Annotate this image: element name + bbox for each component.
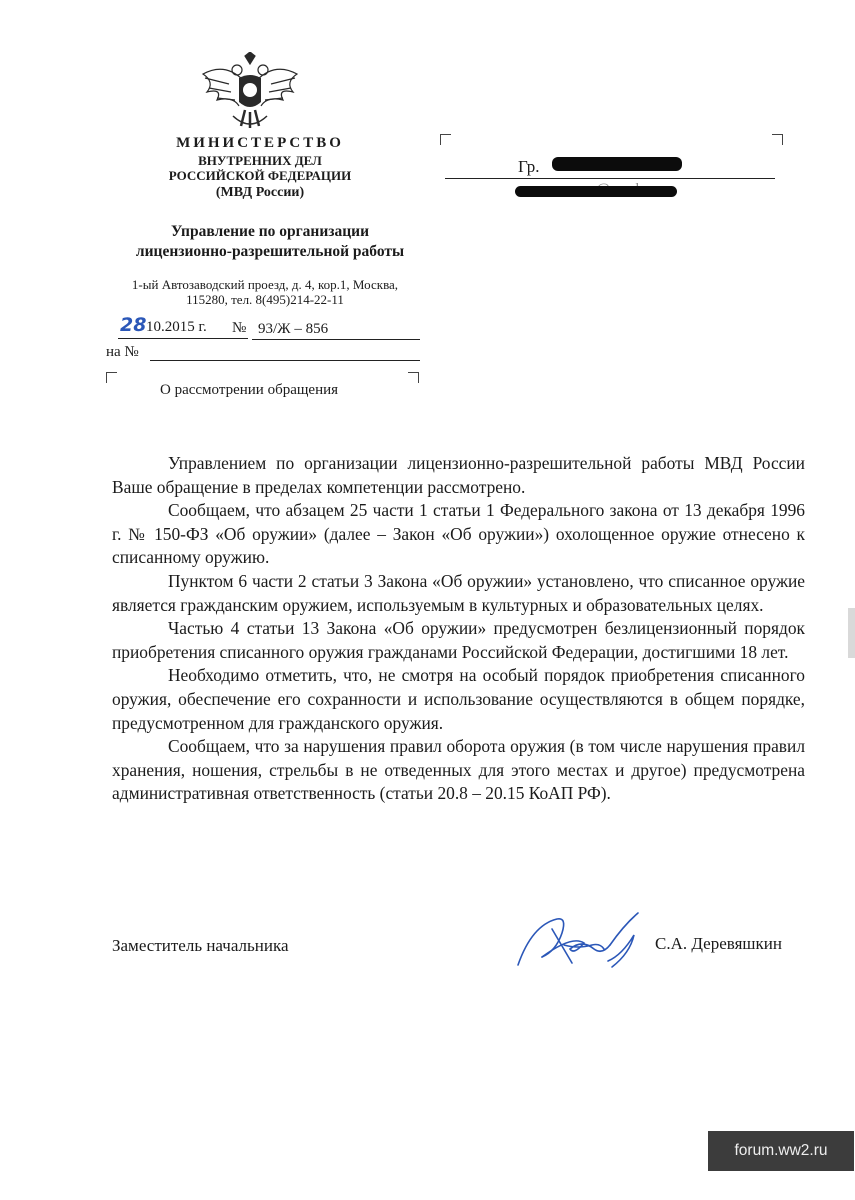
letter-body [112, 452, 805, 806]
body-paragraph: Необходимо отметить, что, не смотря на особый порядок приобретения списанного оружия, обеспечение его сохранности и использование осуществляются в общем порядке, предусмотренном для гражданского оружия. [112, 665, 805, 733]
recipient-email-redaction [515, 186, 677, 197]
address-line2: 115280, тел. 8(495)214-22-11 [186, 292, 344, 307]
subject-line: О рассмотрении обращения [160, 382, 339, 398]
registration-number: 93/Ж – 856 [258, 321, 329, 337]
body-paragraph: Пунктом 6 части 2 статьи 3 Закона «Об оружии» установлено, что списанное оружие является гражданским оружием, используемым в культурных и образовательных целях. [112, 570, 805, 615]
recipient-name-line [445, 178, 775, 179]
ministry-name-line3: РОССИЙСКОЙ ФЕДЕРАЦИИ [168, 168, 352, 183]
body-paragraph: Сообщаем, что за нарушения правил оборота оружия (в том числе нарушения правил хранения, ношения, стрельбы в не отведенных для этого местах и другое) предусмотрена административная ответственность (статьи 20.8 – 20.15 КоАП РФ). [112, 736, 805, 804]
reply-to-line [150, 360, 420, 361]
body-paragraph: Частью 4 статьи 13 Закона «Об оружии» предусмотрен безлицензионный порядок приобретения списанного оружия гражданами Российской Федерации, достигшими 18 лет. [112, 618, 805, 662]
reply-to-label: на № [106, 344, 139, 360]
forum-watermark: forum.ww2.ru [708, 1131, 854, 1171]
address-line1: 1-ый Автозаводский проезд, д. 4, кор.1, Москва, [131, 277, 399, 292]
registration-date-line [106, 314, 249, 338]
handwritten-day: 28 [120, 314, 147, 336]
recipient-corner-left [440, 134, 451, 145]
signatory-role: Заместитель начальника [112, 936, 289, 955]
recipient-corner-right [772, 134, 783, 145]
registration-date: 10.2015 г. [146, 319, 207, 335]
emblem-icon [195, 52, 305, 132]
body-paragraph: Управлением по организации лицензионно-разрешительной работы МВД России Ваше обращение в пределах компетенции рассмотрено. [112, 453, 805, 497]
department-name-line2: лицензионно-разрешительной работы [135, 243, 405, 260]
ministry-name-line2: ВНУТРЕННИХ ДЕЛ [198, 153, 322, 168]
scan-edge-artifact [848, 608, 855, 658]
ministry-abbreviation: (МВД России) [215, 185, 305, 200]
body-paragraph: Сообщаем, что абзацем 25 части 1 статьи 1 Федерального закона от 13 декабря 1996 г. № 150-ФЗ «Об оружии» (далее – Закон «Об оружии») охолощенное оружие отнесено к списанному оружию. [112, 500, 805, 568]
recipient-name-redaction [552, 157, 682, 171]
ministry-name-line1: МИНИСТЕРСТВО [176, 135, 344, 151]
signature-icon [512, 905, 647, 975]
subject-corner-left [106, 372, 117, 383]
subject-corner-right [408, 372, 419, 383]
registration-number-label: № [232, 320, 247, 336]
recipient-prefix: Гр. [518, 157, 540, 176]
department-name-line1: Управление по организации [170, 223, 370, 240]
signatory-name: С.А. Деревяшкин [655, 934, 782, 953]
